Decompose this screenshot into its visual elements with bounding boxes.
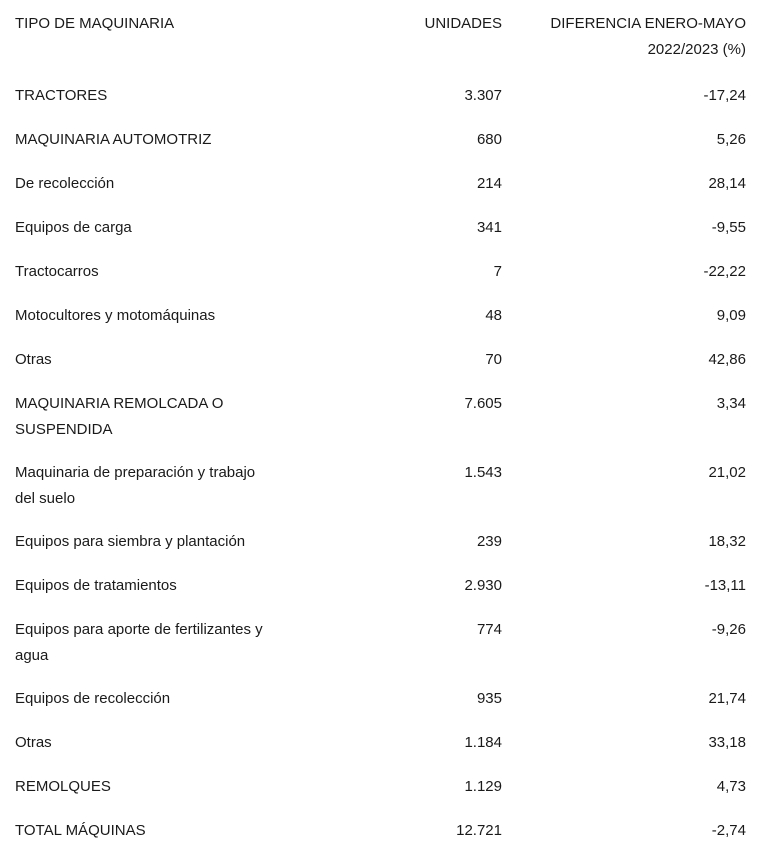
table-row xyxy=(15,83,746,127)
row-tipo: Equipos de tratamientos xyxy=(15,577,177,594)
row-diferencia: 9,09 xyxy=(716,307,746,324)
row-unidades: 935 xyxy=(476,690,502,707)
row-diferencia: 42,86 xyxy=(708,351,746,368)
row-tipo: Equipos para siembra y plantación xyxy=(15,533,246,550)
row-unidades: 680 xyxy=(476,131,502,148)
row-diferencia: 5,26 xyxy=(716,131,746,148)
row-unidades: 341 xyxy=(476,219,502,236)
row-unidades: 214 xyxy=(476,175,502,192)
row-tipo: REMOLQUES xyxy=(15,778,111,795)
row-diferencia: 18,32 xyxy=(708,533,746,550)
row-unidades: 1.543 xyxy=(464,464,502,481)
row-tipo: Otras xyxy=(15,734,52,751)
row-tipo: De recolección xyxy=(15,175,115,192)
row-unidades: 239 xyxy=(476,533,502,550)
table-row xyxy=(15,347,746,391)
row-unidades: 12.721 xyxy=(456,822,502,839)
row-diferencia: -2,74 xyxy=(711,822,746,839)
row-unidades: 7 xyxy=(493,263,502,280)
row-diferencia: 21,74 xyxy=(708,690,746,707)
row-tipo: Tractocarros xyxy=(15,263,99,280)
row-unidades: 3.307 xyxy=(464,87,502,104)
table-row xyxy=(15,617,746,686)
row-diferencia: 4,73 xyxy=(716,778,746,795)
row-diferencia: 21,02 xyxy=(708,464,746,481)
table-row xyxy=(15,529,746,573)
row-tipo: TRACTORES xyxy=(15,87,108,104)
row-unidades: 70 xyxy=(485,351,502,368)
row-unidades: 48 xyxy=(485,307,502,324)
header-tipo: TIPO DE MAQUINARIA xyxy=(15,15,175,32)
table-row xyxy=(15,259,746,303)
table-row xyxy=(15,127,746,171)
row-tipo: MAQUINARIA AUTOMOTRIZ xyxy=(15,131,212,148)
row-diferencia: -17,24 xyxy=(703,87,746,104)
table-row xyxy=(15,774,746,818)
row-tipo: Equipos para aporte de fertilizantes y agua xyxy=(15,621,263,664)
table-row xyxy=(15,686,746,730)
table-row xyxy=(15,818,746,862)
row-unidades: 2.930 xyxy=(464,577,502,594)
machinery-table xyxy=(15,11,746,862)
table-row xyxy=(15,573,746,617)
table-row xyxy=(15,460,746,529)
row-unidades: 1.129 xyxy=(464,778,502,795)
table-row xyxy=(15,730,746,774)
table-row xyxy=(15,215,746,259)
table-row xyxy=(15,303,746,347)
header-unidades: UNIDADES xyxy=(424,15,502,32)
row-diferencia: 33,18 xyxy=(708,734,746,751)
row-tipo: Otras xyxy=(15,351,52,368)
row-unidades: 774 xyxy=(476,621,502,638)
row-tipo: MAQUINARIA REMOLCADA O SUSPENDIDA xyxy=(15,395,224,438)
row-unidades: 1.184 xyxy=(464,734,502,751)
row-diferencia: -9,55 xyxy=(711,219,746,236)
table-header xyxy=(15,11,746,83)
row-tipo: Maquinaria de preparación y trabajo del suelo xyxy=(15,464,256,507)
row-diferencia: 28,14 xyxy=(708,175,746,192)
row-diferencia: 3,34 xyxy=(716,395,746,412)
row-tipo: Equipos de recolección xyxy=(15,690,171,707)
row-diferencia: -13,11 xyxy=(704,577,746,594)
row-tipo: TOTAL MÁQUINAS xyxy=(15,822,146,839)
table-row xyxy=(15,391,746,460)
row-tipo: Equipos de carga xyxy=(15,219,132,236)
header-diferencia: DIFERENCIA ENERO-MAYO 2022/2023 (%) xyxy=(550,15,746,58)
row-tipo: Motocultores y motomáquinas xyxy=(15,307,216,324)
table-row xyxy=(15,171,746,215)
row-diferencia: -22,22 xyxy=(703,263,746,280)
row-diferencia: -9,26 xyxy=(711,621,746,638)
row-unidades: 7.605 xyxy=(464,395,502,412)
